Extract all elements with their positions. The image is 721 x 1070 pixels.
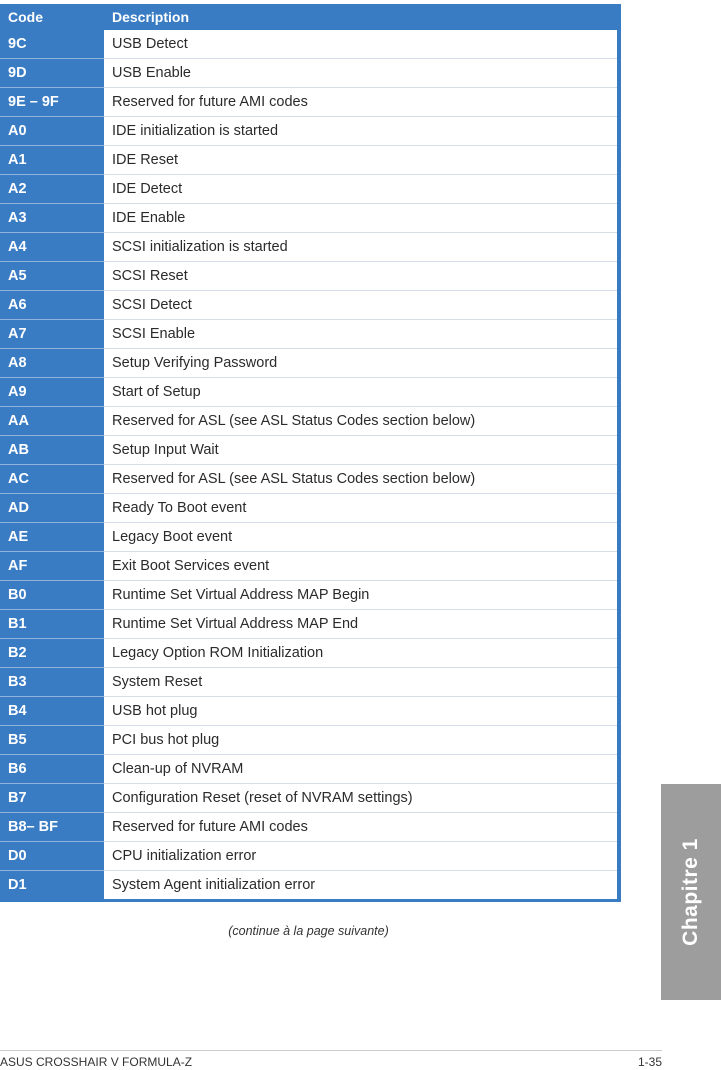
row-description: SCSI Detect (104, 291, 617, 320)
row-description: Runtime Set Virtual Address MAP End (104, 610, 617, 639)
table-row (0, 871, 617, 900)
row-description: IDE Enable (104, 204, 617, 233)
row-description: IDE Reset (104, 146, 617, 175)
row-code: AD (0, 494, 104, 523)
chapter-tab (661, 784, 721, 1000)
table-row (0, 204, 617, 233)
footer-page-number: 1-35 (637, 1055, 662, 1069)
row-code: D0 (0, 842, 104, 871)
table-row (0, 349, 617, 378)
row-description: IDE Detect (104, 175, 617, 204)
row-code: 9C (0, 30, 104, 59)
table-row (0, 610, 617, 639)
row-description: USB Detect (104, 30, 617, 59)
row-description: Reserved for future AMI codes (104, 813, 617, 842)
table-row (0, 233, 617, 262)
row-description: SCSI Reset (104, 262, 617, 291)
row-description: Ready To Boot event (104, 494, 617, 523)
table-row (0, 523, 617, 552)
row-code: B5 (0, 726, 104, 755)
row-code: A6 (0, 291, 104, 320)
row-description: Reserved for ASL (see ASL Status Codes section below) (104, 407, 617, 436)
table-row (0, 117, 617, 146)
chapter-tab-label: Chapitre 1 (679, 838, 702, 946)
row-code: AC (0, 465, 104, 494)
header-code: Code (0, 4, 104, 30)
table-row (0, 88, 617, 117)
table-row (0, 291, 617, 320)
row-description: Legacy Option ROM Initialization (104, 639, 617, 668)
row-code: A0 (0, 117, 104, 146)
table-row (0, 755, 617, 784)
row-code: A5 (0, 262, 104, 291)
row-description: Reserved for future AMI codes (104, 88, 617, 117)
row-code: 9E – 9F (0, 88, 104, 117)
table-row (0, 378, 617, 407)
table-row (0, 262, 617, 291)
table-row (0, 697, 617, 726)
post-code-table-frame (0, 4, 621, 902)
row-description: CPU initialization error (104, 842, 617, 871)
header-description: Description (104, 4, 617, 30)
footer-divider (0, 1050, 662, 1051)
table-row (0, 668, 617, 697)
table-row (0, 407, 617, 436)
row-code: D1 (0, 871, 104, 900)
row-description: Legacy Boot event (104, 523, 617, 552)
row-code: AB (0, 436, 104, 465)
row-description: Runtime Set Virtual Address MAP Begin (104, 581, 617, 610)
row-description: Setup Verifying Password (104, 349, 617, 378)
table-row (0, 552, 617, 581)
row-code: B7 (0, 784, 104, 813)
table-row (0, 639, 617, 668)
post-code-table (0, 4, 617, 899)
row-code: A8 (0, 349, 104, 378)
table-row (0, 320, 617, 349)
row-description: Reserved for ASL (see ASL Status Codes section below) (104, 465, 617, 494)
row-code: A4 (0, 233, 104, 262)
row-description: System Reset (104, 668, 617, 697)
row-code: B6 (0, 755, 104, 784)
row-description: SCSI initialization is started (104, 233, 617, 262)
row-code: A7 (0, 320, 104, 349)
row-code: A2 (0, 175, 104, 204)
row-code: B8– BF (0, 813, 104, 842)
row-description: Exit Boot Services event (104, 552, 617, 581)
row-code: A1 (0, 146, 104, 175)
row-description: Start of Setup (104, 378, 617, 407)
row-description: USB Enable (104, 59, 617, 88)
table-row (0, 813, 617, 842)
table-row (0, 581, 617, 610)
row-code: AE (0, 523, 104, 552)
table-row (0, 146, 617, 175)
row-code: B1 (0, 610, 104, 639)
row-description: Setup Input Wait (104, 436, 617, 465)
row-description: Clean-up of NVRAM (104, 755, 617, 784)
row-description: USB hot plug (104, 697, 617, 726)
table-row (0, 494, 617, 523)
row-description: IDE initialization is started (104, 117, 617, 146)
table-row (0, 175, 617, 204)
table-row (0, 784, 617, 813)
row-code: B3 (0, 668, 104, 697)
row-code: B0 (0, 581, 104, 610)
table-row (0, 436, 617, 465)
table-row (0, 59, 617, 88)
row-description: PCI bus hot plug (104, 726, 617, 755)
table-header-row (0, 4, 617, 30)
row-description: Configuration Reset (reset of NVRAM settings) (104, 784, 617, 813)
row-code: 9D (0, 59, 104, 88)
table-row (0, 30, 617, 59)
row-code: B2 (0, 639, 104, 668)
table-row (0, 465, 617, 494)
table-row (0, 842, 617, 871)
footer-product-name: ASUS CROSSHAIR V FORMULA-Z (0, 1055, 193, 1069)
table-body (0, 30, 617, 899)
row-code: A3 (0, 204, 104, 233)
row-description: SCSI Enable (104, 320, 617, 349)
row-code: A9 (0, 378, 104, 407)
row-code: B4 (0, 697, 104, 726)
row-code: AF (0, 552, 104, 581)
table-row (0, 726, 617, 755)
row-description: System Agent initialization error (104, 871, 617, 900)
row-code: AA (0, 407, 104, 436)
continue-note: (continue à la page suivante) (228, 924, 389, 938)
